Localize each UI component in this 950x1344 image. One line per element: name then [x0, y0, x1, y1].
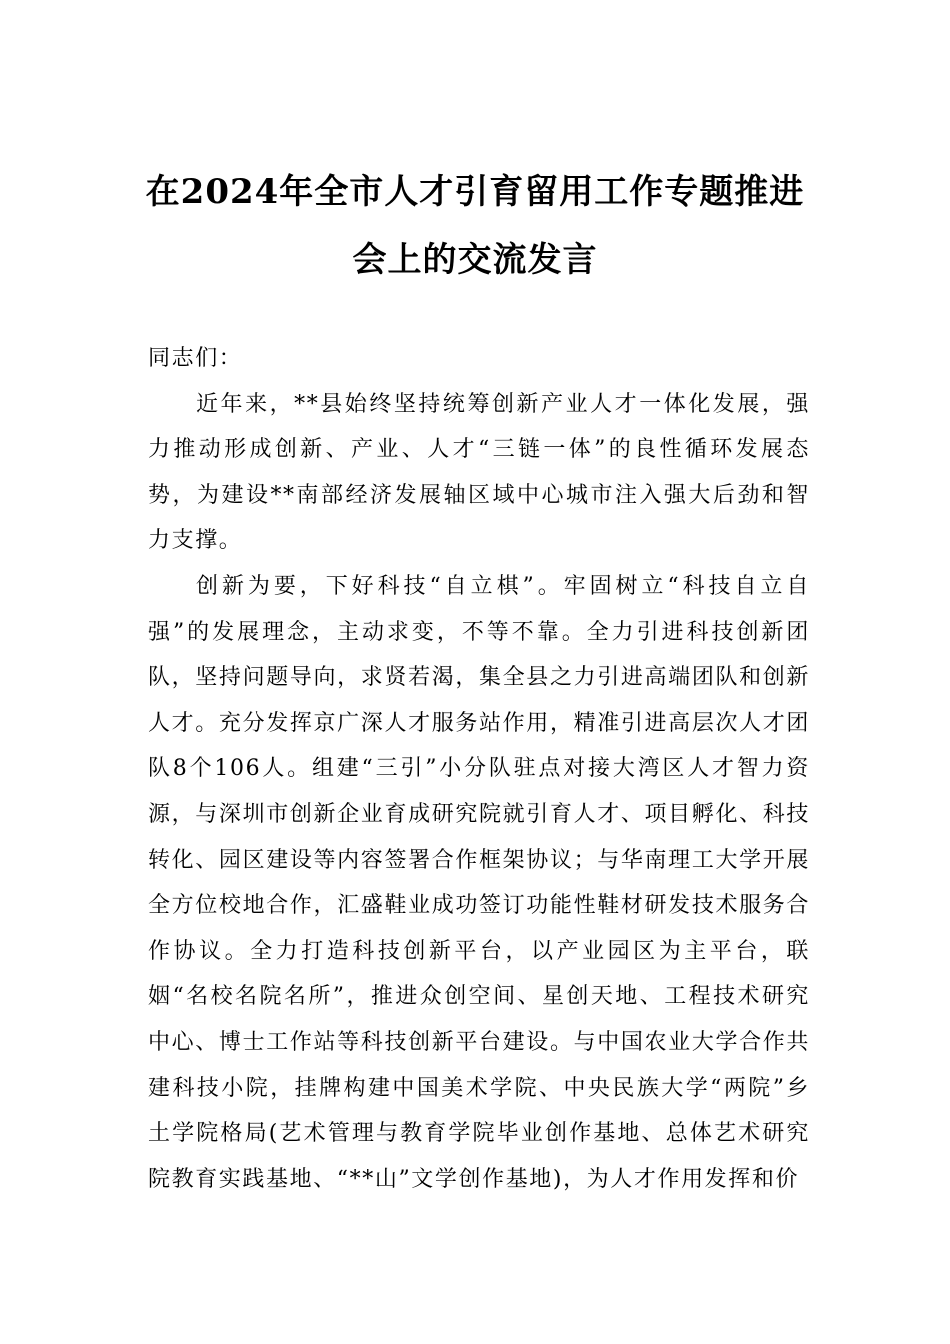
salutation: 同志们：: [148, 346, 243, 371]
paragraph-intro: 近年来，**县始终坚持统筹创新产业人才一体化发展，强力推动形成创新、产业、人才“三链一体”的良性循环发展态势，为建设**南部经济发展轴区域中心城市注入强大后劲和智力支撑。: [148, 391, 810, 554]
title-line-2: 会上的交流发言: [352, 240, 598, 280]
paragraph-innovation: 创新为要，下好科技“自立棋”。牢固树立“科技自立自强”的发展理念，主动求变，不等不靠。全力引进科技创新团队，坚持问题导向，求贤若渴，集全县之力引进高端团队和创新人才。充分发挥京广深人才服务站作用，精准引进高层次人才团队8个106人。组建“三引”小分队驻点对接大湾区人才智力资源，与深圳市创新企业育成研究院就引育人才、项目孵化、科技转化、园区建设等内容签署合作框架协议；与华南理工大学开展全方位校地合作，汇盛鞋业成功签订功能性鞋材研发技术服务合作协议。全力打造科技创新平台，以产业园区为主平台，联姻“名校名院名所”，推进众创空间、星创天地、工程技术研究中心、博士工作站等科技创新平台建设。与中国农业大学合作共建科技小院，挂牌构建中国美术学院、中央民族大学“两院”乡土学院格局(艺术管理与教育学院毕业创作基地、总体艺术研究院教育实践基地、“**山”文学创作基地)，为人才作用发挥和价: [148, 573, 810, 1192]
document-title: [100, 158, 850, 294]
document-body: [148, 336, 810, 1202]
title-line-1: 在2024年全市人才引育留用工作专题推进: [145, 172, 805, 212]
